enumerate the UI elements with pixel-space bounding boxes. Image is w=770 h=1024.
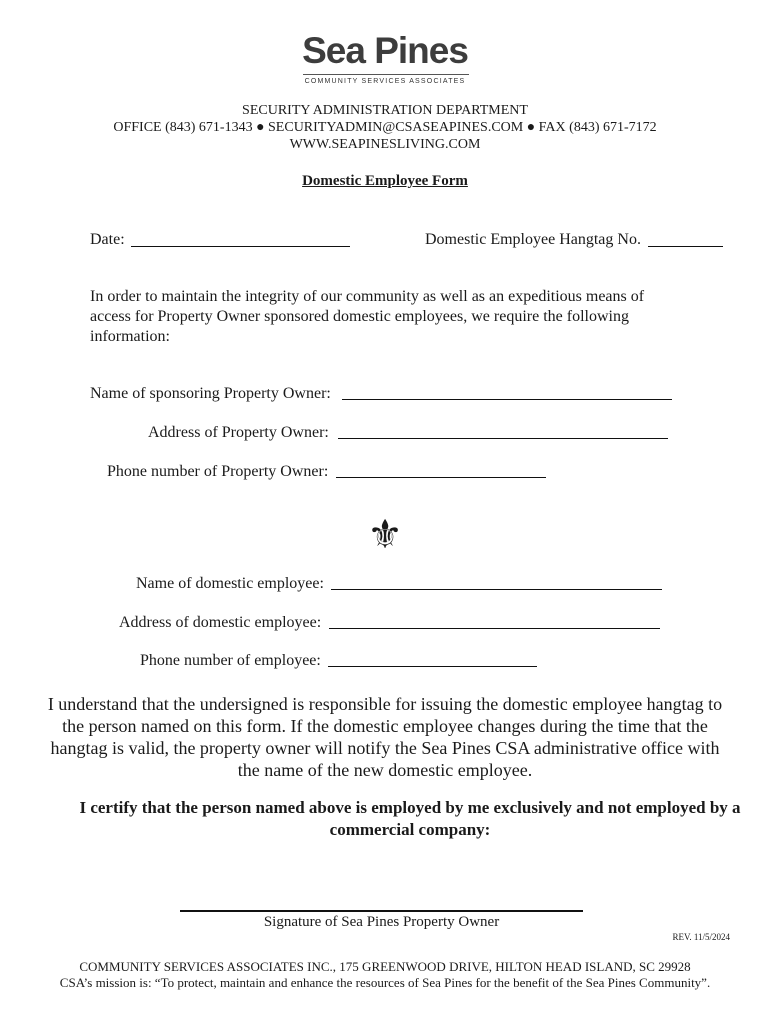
employee-name-field[interactable]: [331, 589, 662, 590]
certification-statement: I certify that the person named above is employed by me exclusively and not employed by a commercial company:: [79, 798, 741, 839]
logo-subtitle: COMMUNITY SERVICES ASSOCIATES: [304, 78, 466, 85]
website-link[interactable]: WWW.SEAPINESLIVING.COM: [289, 137, 481, 152]
owner-address-label: Address of Property Owner:: [148, 424, 329, 441]
owner-phone-label: Phone number of Property Owner:: [107, 463, 329, 480]
responsibility-statement: I understand that the undersigned is responsible for issuing the domestic employee hangtag to the person named on this form. If the domestic employee changes during the time that the hangtag is valid, the property owner will notify the Sea Pines CSA administrative office with the name of the new domestic employee.: [47, 694, 723, 780]
owner-phone-field[interactable]: [336, 477, 546, 478]
date-label: Date:: [90, 231, 125, 248]
owner-name-label: Name of sponsoring Property Owner:: [90, 385, 331, 402]
hangtag-field[interactable]: [648, 246, 723, 247]
signature-field[interactable]: [180, 910, 583, 912]
contact-line: OFFICE (843) 671-1343 ● SECURITYADMIN@CSASEAPINES.COM ● FAX (843) 671-7172: [113, 120, 657, 135]
footer-mission: CSA’s mission is: “To protect, maintain and enhance the resources of Sea Pines for the benefit of the Sea Pines Community”.: [59, 975, 711, 990]
employee-phone-label: Phone number of employee:: [140, 652, 321, 669]
department-heading: SECURITY ADMINISTRATION DEPARTMENT: [242, 103, 528, 118]
revision-date: REV. 11/5/2024: [672, 932, 730, 942]
fleur-de-lis-icon: ⚜: [367, 512, 403, 558]
owner-address-field[interactable]: [338, 438, 668, 439]
owner-name-field[interactable]: [342, 399, 672, 400]
date-field[interactable]: [131, 246, 350, 247]
employee-name-label: Name of domestic employee:: [136, 575, 324, 592]
signature-label: Signature of Sea Pines Property Owner: [263, 914, 500, 930]
form-title: Domestic Employee Form: [302, 173, 468, 189]
logo-divider: [303, 74, 469, 75]
employee-phone-field[interactable]: [328, 666, 537, 667]
intro-paragraph: In order to maintain the integrity of our community as well as an expeditious means of access for Property Owner sponsored domestic employees, we require the following information:: [90, 288, 645, 345]
footer-address: COMMUNITY SERVICES ASSOCIATES INC., 175 GREENWOOD DRIVE, HILTON HEAD ISLAND, SC 29928: [79, 959, 691, 974]
logo-title: Sea Pines: [302, 30, 468, 71]
employee-address-label: Address of domestic employee:: [119, 614, 322, 631]
employee-address-field[interactable]: [329, 628, 660, 629]
hangtag-label: Domestic Employee Hangtag No.: [425, 231, 641, 248]
